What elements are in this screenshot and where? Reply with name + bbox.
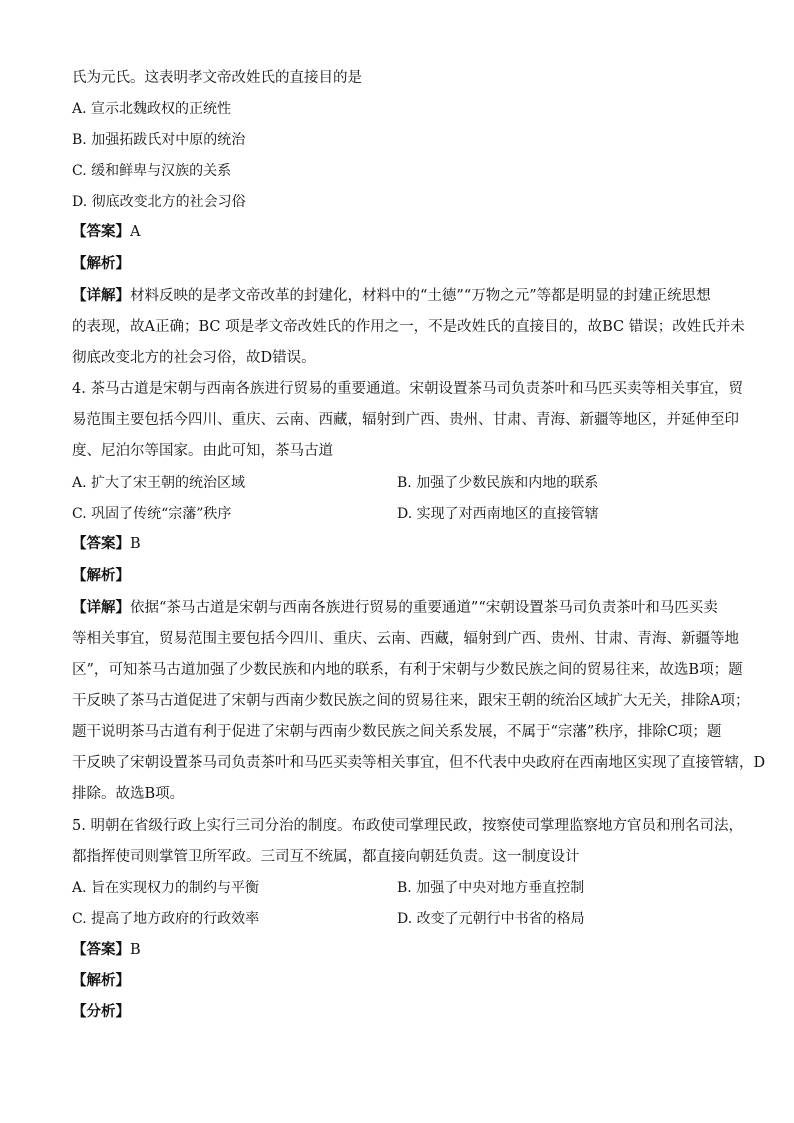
q5-option-a: A. 旨在实现权力的制约与平衡 [72,880,260,896]
q4-detail-text: 依据“茶马古道是宋朝与西南各族进行贸易的重要通道”“宋朝设置茶马司负责茶叶和马匹买卖 [130,600,718,616]
q5-answer: B [130,942,141,958]
q4-answer-row [72,534,141,554]
q4-detail-line-1 [72,598,718,618]
q4-answer-tag: 【答案】 [72,535,130,552]
q4-option-d: D. 实现了对西南地区的直接管辖 [397,506,599,522]
q3-detail-line-1 [72,286,711,306]
q3-stem: 氏为元氏。这表明孝文帝改姓氏的直接目的是 [72,70,362,86]
q3-detail-line-2: 的表现，故A正确；BC 项是孝文帝改姓氏的作用之一，不是改姓氏的直接目的，故BC 错误；改姓氏并未 [72,319,745,335]
q5-answer-tag: 【答案】 [72,941,130,958]
q3-detail-line-3: 彻底改变北方的社会习俗，故D错误。 [72,350,316,366]
q3-option-b: B. 加强拓跋氏对中原的统治 [72,132,246,148]
q4-detail-line-4: 干反映了茶马古道促进了宋朝与西南少数民族之间的贸易往来，跟宋王朝的统治区域扩大无关，排除A项； [72,693,750,709]
q3-option-a: A. 宣示北魏政权的正统性 [72,101,232,117]
q4-answer: B [130,536,141,552]
q5-stem-line-2: 都指挥使司则掌管卫所军政。三司互不统属，都直接向朝廷负责。这一制度设计 [72,849,580,865]
q3-detail-tag: 【详解】 [72,287,130,304]
q4-option-c: C. 巩固了传统“宗藩”秩序 [72,506,232,522]
q3-answer: A [130,224,141,240]
q5-fenxi-tag: 【分析】 [72,1003,130,1020]
q3-option-c: C. 缓和鲜卑与汉族的关系 [72,163,232,179]
q3-answer-tag: 【答案】 [72,223,130,240]
q4-detail-line-2: 等相关事宜，贸易范围主要包括今四川、重庆、云南、西藏，辐射到广西、贵州、甘肃、青海、新疆等地 [72,631,739,647]
q3-analysis-tag: 【解析】 [72,255,130,272]
q4-analysis-tag: 【解析】 [72,567,130,584]
q4-detail-line-6: 干反映了宋朝设置茶马司负责茶叶和马匹买卖等相关事宜，但不代表中央政府在西南地区实现了直接管辖，D [72,755,766,771]
q4-option-a: A. 扩大了宋王朝的统治区域 [72,475,246,491]
q4-detail-tag: 【详解】 [72,599,130,616]
q4-detail-line-7: 排除。故选B项。 [72,786,185,802]
q3-answer-row [72,222,140,242]
q5-option-d: D. 改变了元朝行中书省的格局 [397,911,585,927]
q5-analysis-tag: 【解析】 [72,972,130,989]
q4-option-b: B. 加强了少数民族和内地的联系 [397,475,599,491]
q4-detail-line-5: 题干说明茶马古道有利于促进了宋朝与西南少数民族之间关系发展，不属于“宗藩”秩序，排除C项；题 [72,724,722,740]
q5-answer-row [72,940,141,960]
q4-detail-line-3: 区”，可知茶马古道加强了少数民族和内地的联系，有利于宋朝与少数民族之间的贸易往来，故选B项；题 [72,662,743,678]
q5-stem-line-1: 5. 明朝在省级行政上实行三司分治的制度。布政使司掌理民政，按察使司掌理监察地方官员和刑名司法， [72,818,743,834]
q3-detail-text: 材料反映的是孝文帝改革的封建化，材料中的“土德”“万物之元”等都是明显的封建正统思想 [130,288,711,304]
q5-option-c: C. 提高了地方政府的行政效率 [72,911,260,927]
q4-stem-line-2: 易范围主要包括今四川、重庆、云南、西藏，辐射到广西、贵州、甘肃、青海、新疆等地区，并延伸至印 [72,412,739,428]
q4-stem-line-3: 度、尼泊尔等国家。由此可知，茶马古道 [72,443,333,459]
q3-option-d: D. 彻底改变北方的社会习俗 [72,194,246,210]
q4-stem-line-1: 4. 茶马古道是宋朝与西南各族进行贸易的重要通道。宋朝设置茶马司负责茶叶和马匹买卖等相关事宜，贸 [72,381,743,397]
q5-option-b: B. 加强了中央对地方垂直控制 [397,880,585,896]
